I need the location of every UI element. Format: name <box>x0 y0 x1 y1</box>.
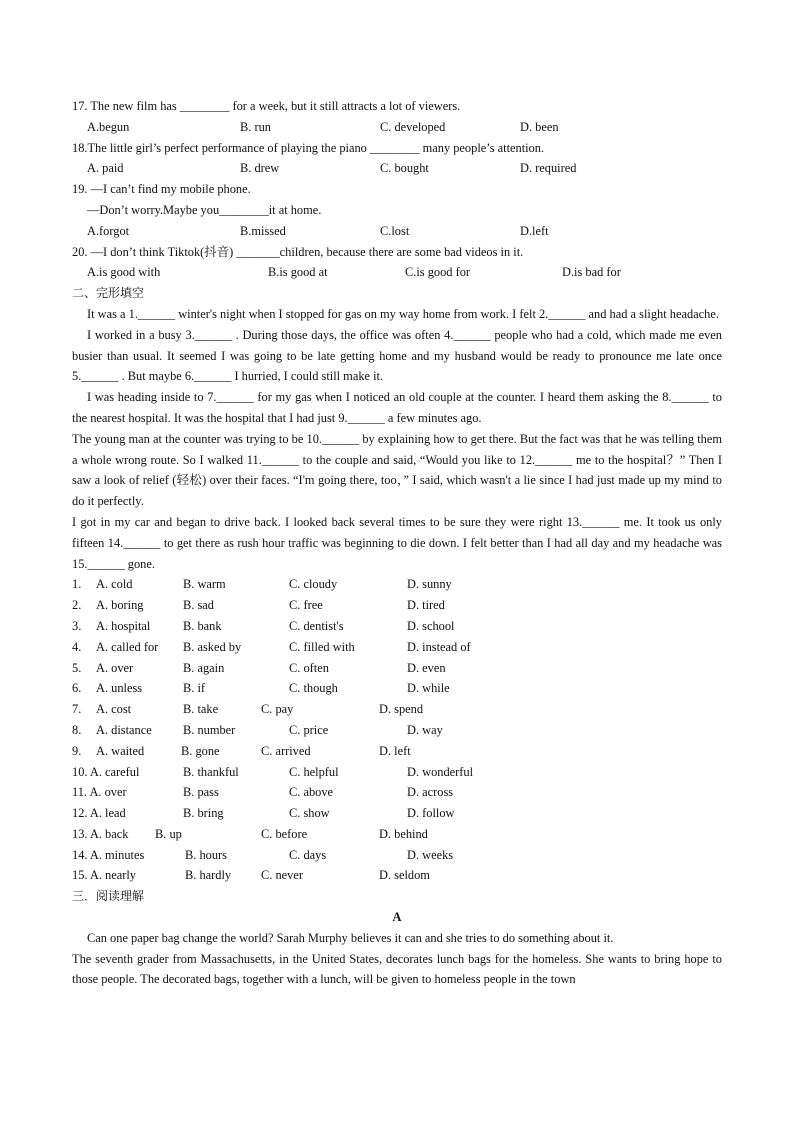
option-b: B. hardly <box>185 868 232 883</box>
option-c: C. dentist's <box>289 618 344 633</box>
option-b: B. gone <box>181 743 220 758</box>
option-d: D. way <box>407 722 443 737</box>
cloze-paragraph: I was heading inside to 7.______ for my gas when I noticed an old couple at the counter. I heard them asking the 8.______ to the nearest hospital. It was the hospital that I had just 9.______ a few minutes ago. <box>72 390 722 425</box>
option-b: B. bring <box>183 806 224 821</box>
option-b: B. pass <box>183 785 219 800</box>
option-a: A. called for <box>96 639 159 654</box>
reading-heading: 三．阅读理解 <box>72 889 145 904</box>
option-d: D. sunny <box>407 577 452 592</box>
cloze-option-row <box>72 741 722 762</box>
option-a: A. boring <box>96 598 144 613</box>
item-number: 3. <box>72 618 82 633</box>
option-d: D. spend <box>379 702 424 717</box>
question-19-stem: 19. —I can’t find my mobile phone. <box>72 182 251 197</box>
item-number: 4. <box>72 639 82 654</box>
option-b: B. thankful <box>183 764 239 779</box>
cloze-option-row <box>72 595 722 616</box>
cloze-option-row <box>72 658 722 679</box>
item-number: 8. <box>72 722 82 737</box>
question-19-options <box>72 221 722 242</box>
option-a: 13. A. back <box>72 826 129 841</box>
option-b: B.missed <box>240 223 286 238</box>
option-d: D. instead of <box>407 639 471 654</box>
option-d: D. while <box>407 681 450 696</box>
option-a: A.forgot <box>87 223 130 238</box>
option-c: C. free <box>289 598 323 613</box>
option-b: B. bank <box>183 618 222 633</box>
option-d: D. school <box>407 618 455 633</box>
option-b: B. drew <box>240 161 280 176</box>
cloze-paragraph: I got in my car and began to drive back. I looked back several times to be sure they were right 13.______ me. It took us only fifteen 14.______ to get there as rush hour traffic was beginning to die down. I felt better than I had all day and my headache was 15.______ gone. <box>72 514 722 571</box>
option-c: C. pay <box>261 702 294 717</box>
cloze-paragraph: It was a 1.______ winter's night when I stopped for gas on my way home from work. I felt 2.______ and had a slight headache. <box>87 306 719 321</box>
option-b: B. sad <box>183 598 214 613</box>
cloze-paragraph: The young man at the counter was trying to be 10.______ by explaining how to get there. But the fact was that he was telling them a whole wrong route. So I walked 11.______ to the couple and said, “Would you like to 12.______ me to the hospital？” Then I saw a look of relief (轻松) over their faces. “I'm going there, too，” I said, which wasn't a lie since I had just made up my mind to do it perfectly. <box>72 431 722 509</box>
item-number: 5. <box>72 660 82 675</box>
option-a: A. over <box>96 660 134 675</box>
option-d: D. behind <box>379 826 428 841</box>
option-c: C. helpful <box>289 764 339 779</box>
option-a: A.is good with <box>87 265 161 280</box>
option-c: C.lost <box>380 223 410 238</box>
option-d: D. even <box>407 660 446 675</box>
option-a: 10. A. careful <box>72 764 140 779</box>
cloze-option-row <box>72 574 722 595</box>
cloze-option-row <box>72 803 722 824</box>
cloze-option-row <box>72 637 722 658</box>
cloze-option-row <box>72 782 722 803</box>
option-a: A. distance <box>96 722 152 737</box>
option-b: B. take <box>183 702 219 717</box>
cloze-option-row <box>72 699 722 720</box>
option-c: C. developed <box>380 119 446 134</box>
option-b: B. asked by <box>183 639 242 654</box>
cloze-option-row <box>72 824 722 845</box>
option-a: A. cold <box>96 577 133 592</box>
document-page <box>72 96 722 990</box>
option-c: C. show <box>289 806 330 821</box>
option-a: A.begun <box>87 119 130 134</box>
option-c: C. above <box>289 785 334 800</box>
cloze-option-row <box>72 678 722 699</box>
option-c: C.is good for <box>405 265 471 280</box>
question-20-stem: 20. —I don’t think Tiktok(抖音) _______children, because there are some bad videos in it. <box>72 244 524 259</box>
option-c: C. days <box>289 847 327 862</box>
option-a: A. paid <box>87 161 124 176</box>
passage-label: A <box>392 910 402 925</box>
option-a: 15. A. nearly <box>72 868 137 883</box>
question-18-stem: 18.The little girl’s perfect performance of playing the piano ________ many people’s attention. <box>72 140 545 155</box>
cloze-heading: 二、完形填空 <box>72 286 145 301</box>
option-d: D. left <box>379 743 411 758</box>
option-b: B. number <box>183 722 236 737</box>
item-number: 6. <box>72 681 82 696</box>
cloze-option-row <box>72 845 722 866</box>
option-c: C. before <box>261 826 308 841</box>
question-18-options <box>72 158 722 179</box>
option-c: C. cloudy <box>289 577 338 592</box>
option-c: C. never <box>261 868 303 883</box>
cloze-option-row <box>72 616 722 637</box>
item-number: 7. <box>72 702 82 717</box>
option-b: B. if <box>183 681 206 696</box>
option-b: B. again <box>183 660 225 675</box>
option-d: D. tired <box>407 598 445 613</box>
option-c: C. often <box>289 660 329 675</box>
option-d: D.is bad for <box>562 265 621 280</box>
option-d: D. wonderful <box>407 764 474 779</box>
question-20-options <box>72 262 722 283</box>
option-a: A. unless <box>96 681 143 696</box>
question-17-options <box>72 117 722 138</box>
cloze-option-row <box>72 865 722 886</box>
option-c: C. bought <box>380 161 429 176</box>
cloze-option-row <box>72 762 722 783</box>
option-c: C. though <box>289 681 338 696</box>
option-d: D. follow <box>407 806 455 821</box>
option-a: 11. A. over <box>72 785 127 800</box>
option-a: 12. A. lead <box>72 806 126 821</box>
cloze-paragraph: I worked in a busy 3.______ . During those days, the office was often 4.______ people who had a cold, which made me even busier than usual. It seemed I was going to be late getting home and my husband would be ready to pronounce me late once 5.______ . But maybe 6.______ I hurried, I could still make it. <box>72 327 722 384</box>
option-a: A. waited <box>96 743 145 758</box>
option-d: D. been <box>520 119 559 134</box>
item-number: 1. <box>72 577 82 592</box>
reading-paragraph: The seventh grader from Massachusetts, in the United States, decorates lunch bags for the homeless. She wants to bring hope to those people. The decorated bags, together with a lunch, will be given to homeless people in the town <box>72 951 722 987</box>
option-b: B. warm <box>183 577 226 592</box>
option-d: D. seldom <box>379 868 430 883</box>
option-d: D. required <box>520 161 577 176</box>
cloze-option-row <box>72 720 722 741</box>
option-b: B. hours <box>185 847 227 862</box>
option-d: D.left <box>520 223 549 238</box>
item-number: 9. <box>72 743 82 758</box>
item-number: 2. <box>72 598 82 613</box>
reading-paragraph: Can one paper bag change the world? Sarah Murphy believes it can and she tries to do something about it. <box>87 930 614 945</box>
option-a: A. hospital <box>96 618 151 633</box>
option-d: D. across <box>407 785 454 800</box>
option-c: C. price <box>289 722 329 737</box>
option-c: C. arrived <box>261 743 311 758</box>
option-a: A. cost <box>96 702 132 717</box>
option-d: D. weeks <box>407 847 454 862</box>
question-19-reply: —Don’t worry.Maybe you________it at home. <box>87 202 322 217</box>
option-a: 14. A. minutes <box>72 847 145 862</box>
option-b: B. up <box>155 826 182 841</box>
option-b: B.is good at <box>268 265 328 280</box>
option-c: C. filled with <box>289 639 355 654</box>
question-17-stem: 17. The new film has ________ for a week, but it still attracts a lot of viewers. <box>72 99 461 113</box>
option-b: B. run <box>240 119 271 134</box>
cloze-options-list <box>72 574 722 886</box>
